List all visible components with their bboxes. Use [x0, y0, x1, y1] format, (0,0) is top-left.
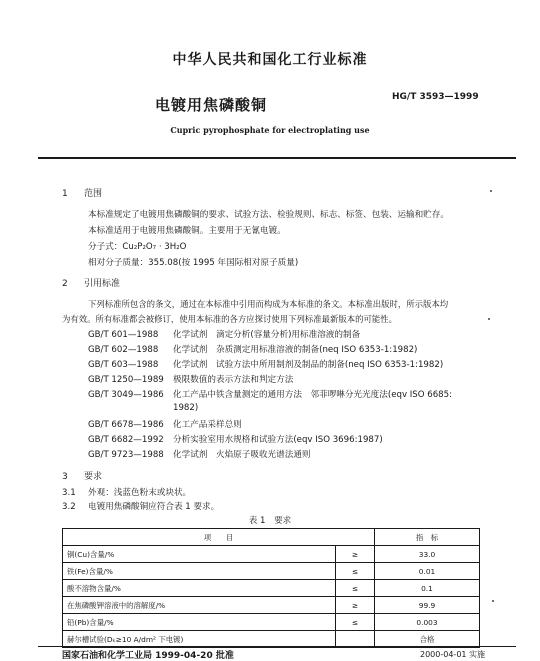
reference-title: 化学试剂 滴定分析(容量分析)用标准溶液的制备 [173, 330, 361, 340]
column-header-value: 指 标 [375, 529, 480, 546]
table-row [63, 631, 480, 648]
reference-code: GB/T 601—1988 [88, 330, 159, 340]
section-number: 3 [62, 472, 68, 482]
standard-title: 电镀用焦磷酸铜 [155, 96, 268, 114]
value-cell: 合格 [375, 631, 480, 648]
standard-code: HG/T 3593—1999 [392, 92, 479, 102]
reference-row-continued [88, 403, 198, 413]
reference-title: 化工产品中铁含量测定的通用方法 邻菲啰啉分光光度法(eqv ISO 6685: [173, 390, 453, 400]
operator-cell: ≤ [336, 614, 375, 631]
footer-divider [38, 646, 516, 647]
table-caption: 表 1 要求 [248, 516, 292, 526]
item-cell: 铜(Cu)含量/% [63, 546, 336, 563]
section-title: 引用标准 [84, 279, 121, 289]
scan-speck [492, 600, 494, 602]
section-1-heading [62, 186, 102, 199]
reference-code: GB/T 3049—1986 [88, 390, 164, 400]
reference-title: 分析实验室用水规格和试验方法(eqv ISO 3696:1987) [173, 435, 383, 445]
reference-code: GB/T 6682—1992 [88, 435, 164, 445]
table-row [63, 597, 480, 614]
item-cell: 铅(Pb)含量/% [63, 614, 336, 631]
reference-code: GB/T 9723—1988 [88, 450, 164, 460]
standard-english-title: Cupric pyrophosphate for electroplating use [170, 125, 370, 135]
operator-cell: ≤ [336, 580, 375, 597]
clause-number: 3.1 [62, 488, 76, 498]
section-3-heading [62, 469, 102, 482]
item-cell: 铁(Fe)含量/% [63, 563, 336, 580]
operator-cell: ≤ [336, 563, 375, 580]
requirements-table [62, 528, 480, 648]
section-2-intro: 为有效。所有标准都会被修订，使用本标准的各方应探讨使用下列标准最新版本的可能性。 [62, 314, 397, 324]
item-cell: 酸不溶物含量/% [63, 580, 336, 597]
column-header-item: 项 目 [63, 529, 375, 546]
scan-speck [488, 318, 490, 320]
table-row [63, 563, 480, 580]
reference-title: 1982) [173, 403, 199, 413]
clause-3-2 [62, 500, 219, 512]
reference-row [88, 358, 443, 370]
table-row [63, 614, 480, 631]
table-row [63, 580, 480, 597]
reference-title: 极限数值的表示方法和判定方法 [173, 375, 294, 385]
reference-row [88, 373, 293, 385]
operator-cell: ≥ [336, 597, 375, 614]
value-cell: 0.1 [375, 580, 480, 597]
section-2-intro: 下列标准所包含的条文，通过在本标准中引用而构成为本标准的条文。本标准出版时，所示版本均 [88, 299, 449, 309]
reference-title: 化工产品采样总则 [173, 420, 242, 430]
clause-text: 外观：浅蓝色粉末或块状。 [88, 488, 192, 498]
section-title: 范围 [84, 189, 103, 199]
clause-number: 3.2 [62, 502, 76, 512]
scan-speck [490, 190, 492, 192]
section-number: 2 [62, 279, 68, 289]
reference-row [88, 448, 311, 460]
approval-statement: 国家石油和化学工业局 1999-04-20 批准 [62, 651, 234, 661]
item-cell: 赫尔槽试验(Dₖ≥10 A/dm² 下电镀) [63, 631, 336, 648]
molecular-mass: 相对分子质量：355.08(按 1995 年国际相对原子质量) [88, 258, 299, 268]
reference-row [88, 418, 242, 430]
value-cell: 0.01 [375, 563, 480, 580]
table-header-row [63, 529, 480, 546]
reference-row [88, 328, 360, 340]
item-cell: 在焦磷酸钾溶液中的溶解度/% [63, 597, 336, 614]
header-divider [38, 157, 516, 159]
reference-code: GB/T 603—1988 [88, 360, 159, 370]
reference-title: 化学试剂 火焰原子吸收光谱法通则 [173, 450, 311, 460]
operator-cell [336, 631, 375, 648]
issuing-body-title: 中华人民共和国化工行业标准 [172, 52, 368, 68]
effective-date: 2000-04-01 实施 [420, 650, 486, 659]
value-cell: 33.0 [375, 546, 480, 563]
section-1-line: 本标准规定了电镀用焦磷酸铜的要求、试验方法、检验规则、标志、标签、包装、运输和贮存。 [88, 210, 449, 220]
clause-3-1 [62, 486, 191, 498]
molecular-formula: 分子式：Cu₂P₂O₇ · 3H₂O [88, 242, 187, 252]
reference-row [88, 388, 452, 400]
reference-title: 化学试剂 试验方法中所用制剂及制品的制备(neq ISO 6353-1:1982) [173, 360, 444, 370]
value-cell: 0.003 [375, 614, 480, 631]
section-1-line: 本标准适用于电镀用焦磷酸铜。主要用于无氰电镀。 [88, 226, 286, 236]
reference-row [88, 343, 417, 355]
table-row [63, 546, 480, 563]
reference-code: GB/T 6678—1986 [88, 420, 164, 430]
value-cell: 99.9 [375, 597, 480, 614]
reference-row [88, 433, 383, 445]
section-number: 1 [62, 189, 68, 199]
reference-title: 化学试剂 杂质测定用标准溶液的制备(neq ISO 6353-1:1982) [173, 345, 418, 355]
reference-code: GB/T 602—1988 [88, 345, 159, 355]
reference-code: GB/T 1250—1989 [88, 375, 164, 385]
section-title: 要求 [84, 472, 103, 482]
operator-cell: ≥ [336, 546, 375, 563]
clause-text: 电镀用焦磷酸铜应符合表 1 要求。 [88, 502, 220, 512]
section-2-heading [62, 276, 120, 289]
